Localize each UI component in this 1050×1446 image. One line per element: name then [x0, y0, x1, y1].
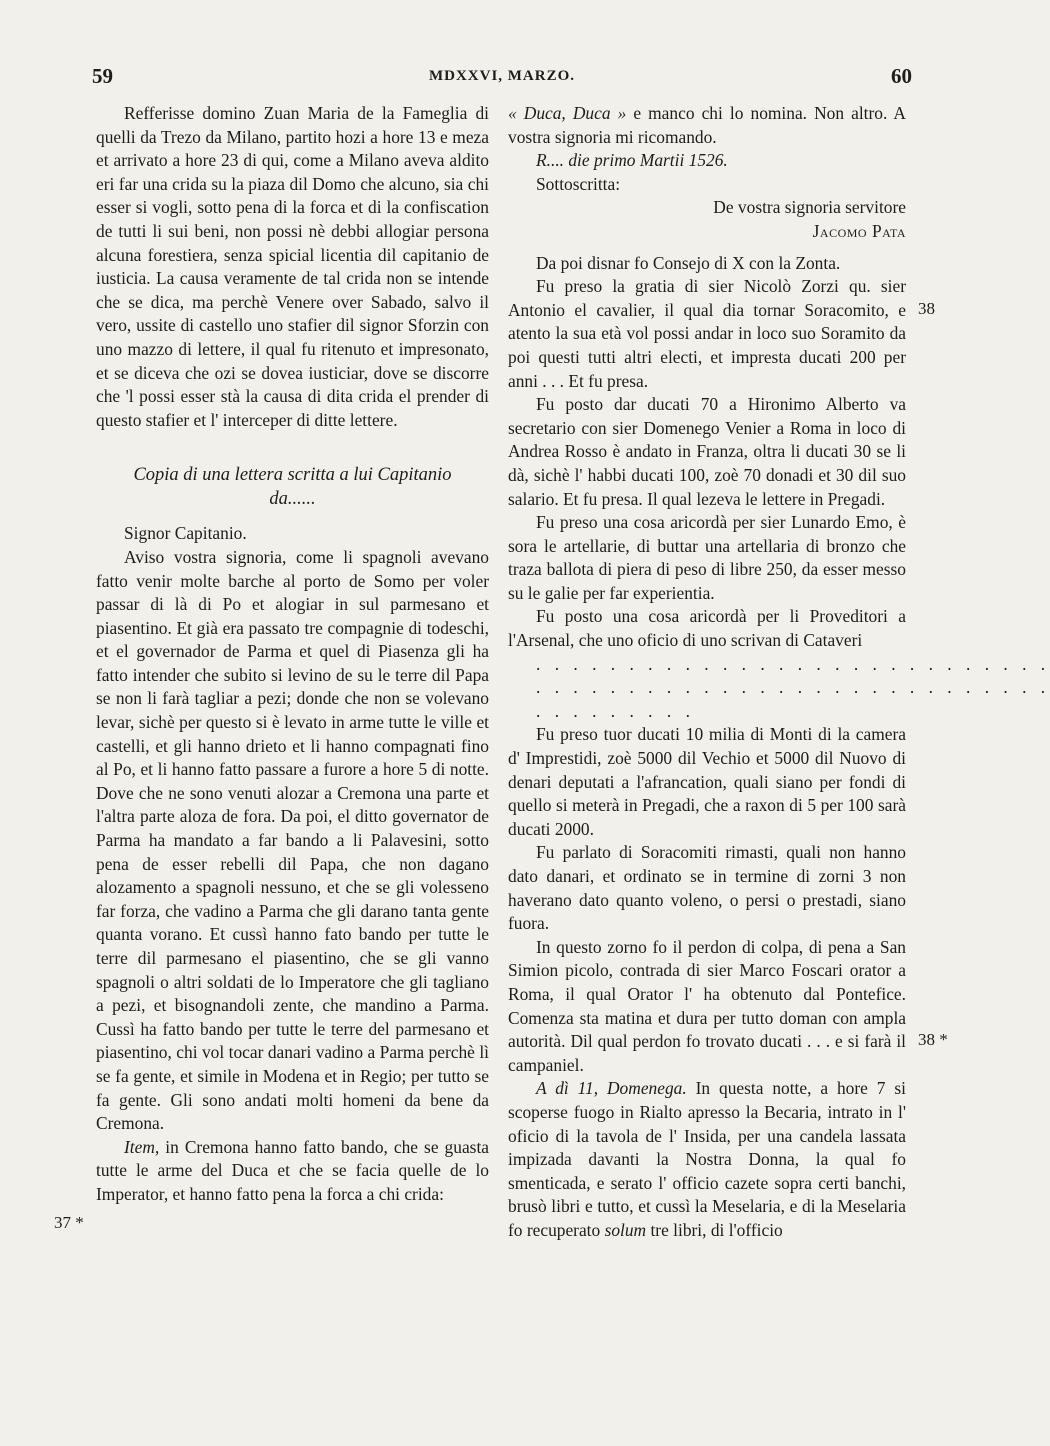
- paragraph-fire: [508, 1077, 906, 1242]
- paragraph-monti: Fu preso tuor ducati 10 milia di Monti di la camera d' Imprestidi, zoè 5000 dil Vechio et 5000 dil Nuovo di denari deputati a l'afrancation, quali siano per fondi di quello si meterà in Pregadi, che a raxon di 5 per 100 sarà ducati 2000.: [508, 724, 906, 839]
- paragraph-report: Refferisse domino Zuan Maria de la Fameglia di quelli da Trezo da Milano, partito hozi a hore 13 e meza et arrivato a hore 23 di qui, come a Milano aveva aldito eri far una crida su la piaza dil Domo che alcuno, sia chi esser si vogli, sotto pena di la forca et di la confiscation de tutti li sui beni, non possi nè debbi allogiar persona alcuna forestiera, senza spicial licentia dil capitanio de iusticia. La causa veramente de tal crida non se intende che se dica, ma perchè Venere over Sabado, salvo il vero, ussite di castello uno stafier dil signor Sforzin con uno mazzo di lettere, il qual fu ritenuto et impresonato, et se diceva che ozi se dovea iusticiar, dove se discorre che 'l possi esser stà la causa di dita crida el prender di questo stafier et l' interceper di ditte lettere.: [96, 103, 489, 430]
- letter-date: R.... die primo Martii 1526.: [536, 150, 728, 171]
- paragraph-letter: Aviso vostra signoria, come li spagnoli avevano fatto venir molte barche al porto de Somo per voler passar di là di Po et alogiar in sul parmesano et piasentino. Et già era passato tre compagnie di todeschi, et el governador de Parma et quel di Piasenza gli ha fatto intender che subito si levino de su le terre dil Papa se non li farà tagliar a pezi; donde che non se volevano levar, sichè per questo si è levato in arme tutte le ville et castelli, et gli hanno drieto et li hanno compagnati fino al Po, et li hanno fatto passare a furore a hore 5 di notte. Dove che ne sono venuti alozar a Cremona una parte et l'altra parte aloza de fora. Da poi, el ditto governator de Parma ha mandato a far bando a li Palavesini, sotto pena de esser rebelli dil Papa, che non dagano alozamento a spagnoli nessuno, et che se gli volesseno far forza, che vadino a Parma che gli darano tanta gente quanta vorano. Et cussì hanno fato bando per tutte le terre dil parmesano el piasentino, che se gli vanno spagnoli o altri soldati de lo Imperatore che gli tagliano a pezi, et bisognandoli zente, che mandino a Parma. Cussì ha fatto bando per tutte le terre del parmesano et piasentino, chi vol tocar danari vadino a Parma perchè lì se fa gente, et simile in Modena et in Regio; per tutto se fa gente. Gli sono andati molti homeni da bene da Cremona.: [96, 546, 489, 1134]
- letter-close: [508, 102, 906, 149]
- page-header: [92, 64, 912, 96]
- heading-line-1: Copia di una lettera scritta a lui Capitanio: [133, 465, 452, 486]
- ellipsis-line-3: . . . . . . . . .: [536, 700, 695, 721]
- left-column: [96, 102, 489, 1207]
- fire-text-end: tre libri, di l'officio: [646, 1219, 783, 1240]
- paragraph-consejo: Da poi disnar fo Consejo di X con la Zonta.: [536, 252, 841, 273]
- paragraph-zorzi: Fu preso la gratia di sier Nicolò Zorzi qu. sier Antonio el cavalier, il qual dia tornar Soracomito, e atento la sua età vol possi andar in loco suo Soramito da poi questi tutti altri electi, et impresta ducati 200 per anni . . . Et fu presa.: [508, 276, 906, 391]
- page-number-left: 59: [92, 64, 113, 88]
- margin-note-38-star: 38 *: [918, 1030, 948, 1049]
- quote-duca: « Duca, Duca »: [508, 103, 627, 123]
- item-text: in Cremona hanno fatto bando, che se guasta tutte le arme del Duca et che se facia quelle de lo Imperator, et hanno fatto pena la forca a chi crida:: [96, 1136, 489, 1204]
- ellipsis-line-1: . . . . . . . . . . . . . . . . . . . . . . . . . . . .: [536, 653, 1050, 674]
- item-word: Item,: [124, 1136, 160, 1157]
- letter-close-text: e manco chi lo nomina. Non altro. A vostra signoria mi ricomando.: [508, 103, 906, 147]
- ellipsis-line-2: . . . . . . . . . . . . . . . . . . . . . . . . . . . .: [536, 677, 1050, 698]
- letter-heading: [96, 463, 489, 511]
- margin-note-37: 37 *: [54, 1213, 84, 1232]
- fire-text: In questa notte, a hore 7 si scoperse fuogo in Rialto apresso la Becaria, intrato in l' oficio di la tavola de l' Insida, per una candela lassata impizada davanti la Nostra Donna, la qual fo smenticada, e serato l' officio cazete sopra certi banchi, brusò libri e tutto, et cussì la Meselaria, e di la Meselaria fo recuperato: [508, 1078, 907, 1240]
- subscribed-label: Sottoscritta:: [536, 173, 621, 194]
- signature-line-1: De vostra signoria servitore: [713, 197, 906, 218]
- paragraph-emo: Fu preso una cosa aricordà per sier Lunardo Emo, è sora le artellarie, di buttar una artellaria di bronzo che traza ballota di piera di peso di libre 250, da esser messo su le galie per far experientia.: [508, 512, 906, 603]
- salutation: Signor Capitanio.: [124, 523, 247, 544]
- running-title: MDXXVI, MARZO.: [428, 68, 576, 84]
- page-number-right: 60: [891, 64, 912, 88]
- entry-date: A dì 11, Domenega.: [536, 1078, 687, 1099]
- signature-name: Jacomo Pata: [812, 220, 906, 241]
- paragraph-alberto: Fu posto dar ducati 70 a Hironimo Alberto va secretario con sier Domenego Venier a Roma in loco di Andrea Rosso è andato in Franza, oltra li ducati 30 se li dà, sichè l' habbi ducati 100, zoè 70 donadi et 30 dil suo salario. Et fu presa. Il qual lezeva le lettere in Pregadi.: [508, 394, 906, 509]
- paragraph-soracomiti: Fu parlato di Soracomiti rimasti, quali non hanno dato danari, et ordinato se in termine di zorni 3 non haverano dato quanto voleno, o persi o prestadi, siano fuora.: [508, 842, 906, 934]
- paragraph-arsenal: Fu posto una cosa aricordà per li Proveditori a l'Arsenal, che uno oficio di uno scrivan di Cataveri: [508, 606, 906, 651]
- paragraph-perdon: In questo zorno fo il perdon di colpa, di pena a San Simion picolo, contrada di sier Marco Foscari orator a Roma, il qual Orator l' ha obtenuto dal Pontefice. Comenza sta matina et dura per tutto doman con ampla autorità. Dil qual perdon fo trovato ducati . . . e si farà il campaniel.: [508, 936, 906, 1075]
- heading-line-2: da......: [269, 489, 316, 510]
- solum-word: solum: [604, 1219, 647, 1240]
- paragraph-item: [96, 1136, 489, 1207]
- margin-note-38: 38: [918, 299, 935, 318]
